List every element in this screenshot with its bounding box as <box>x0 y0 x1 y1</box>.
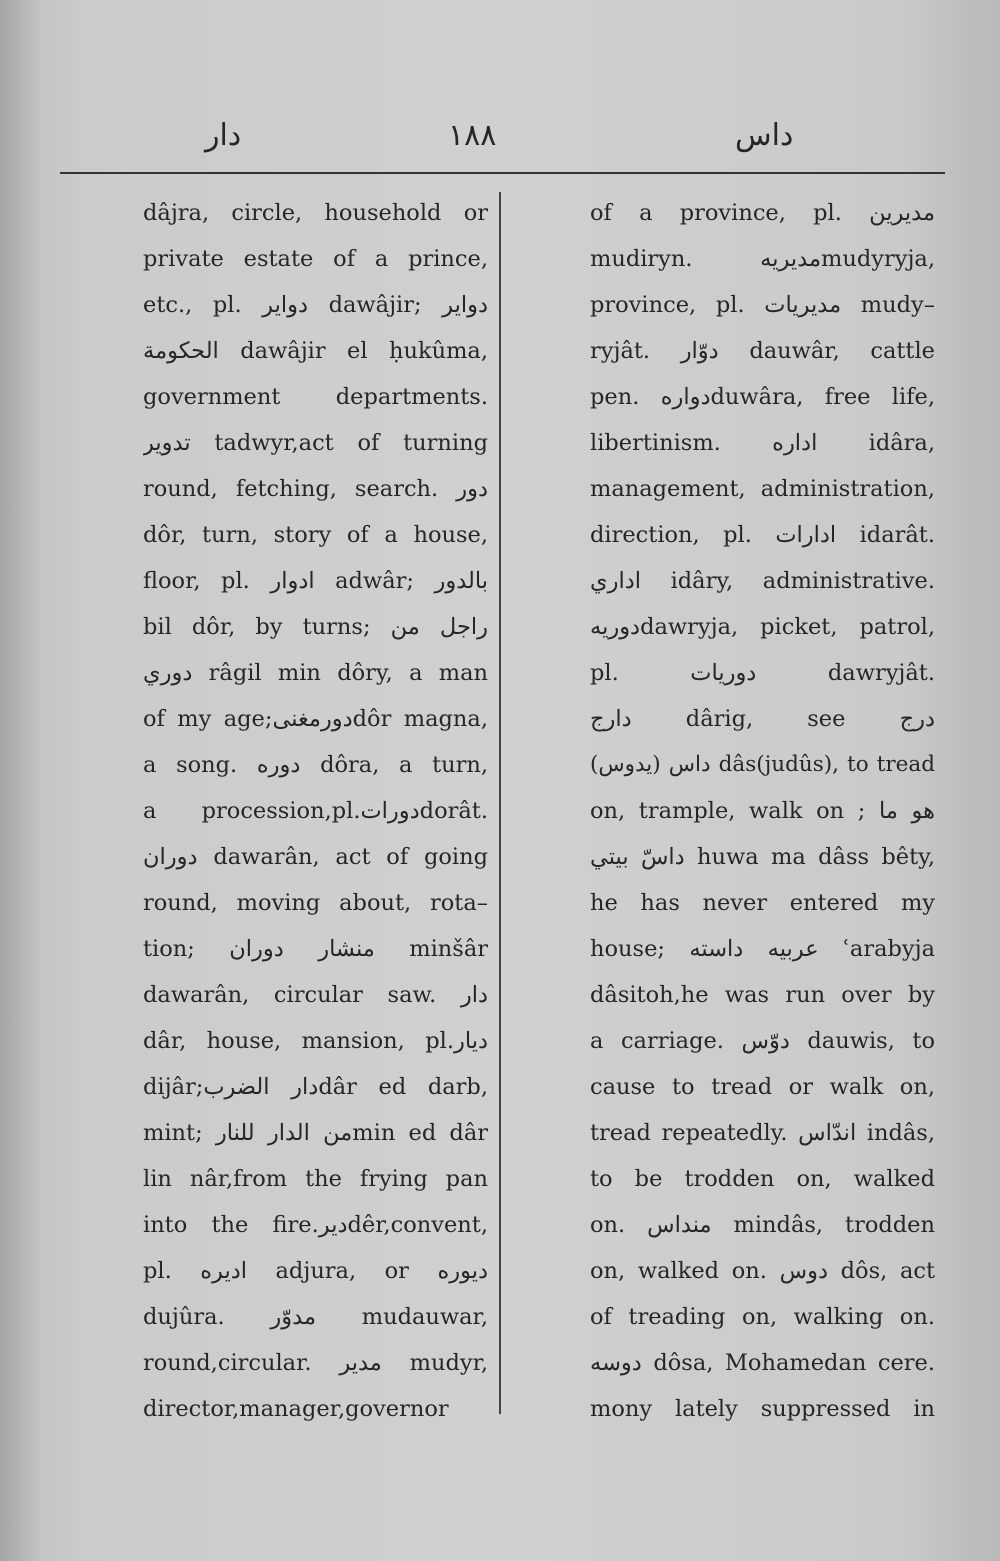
entry-line: into the fire.ديرdêr,convent, <box>143 1212 488 1238</box>
entry-line: to be trodden on, walked <box>590 1166 935 1192</box>
entry-line: mint; من الدار للنارmin ed dâr <box>143 1120 488 1146</box>
page-number: ١٨٨ <box>448 118 497 153</box>
entry-line: a procession,pl.دوراتdorât. <box>143 798 488 824</box>
entry-line: libertinism. اداره idâra, <box>590 430 935 456</box>
right-column <box>590 190 935 1432</box>
entry-line: pl. دوريات dawryjât. <box>590 660 935 686</box>
entry-line: ryjât. دوّار dauwâr, cattle <box>590 338 935 364</box>
entry-line: دوريهdawryja, picket, patrol, <box>590 614 935 640</box>
page-header <box>0 118 1000 158</box>
entry-line: of my age;دورمغنىdôr magna, <box>143 706 488 732</box>
entry-line: bil dôr, by turns; راجل من <box>143 614 488 640</box>
header-rule <box>60 172 945 174</box>
entry-line: house; عربيه داسته ʿarabyja <box>590 936 935 962</box>
entry-line: lin nâr,from the frying pan <box>143 1166 488 1192</box>
entry-line: on, trample, walk on ; هو ما <box>590 798 935 824</box>
entry-line: cause to tread or walk on, <box>590 1074 935 1100</box>
entry-line: دوران dawarân, act of going <box>143 844 488 870</box>
entry-line: government departments. <box>143 384 488 410</box>
entry-line: private estate of a prince, <box>143 246 488 272</box>
column-divider <box>499 192 501 1414</box>
entry-line: floor, pl. ادوار adwâr; بالدور <box>143 568 488 594</box>
entry-line: round, moving about, rota– <box>143 890 488 916</box>
entry-line: tread repeatedly. اندّاس indâs, <box>590 1120 935 1146</box>
entry-line: dâr, house, mansion, pl.ديار <box>143 1028 488 1054</box>
entry-line: pen. دوارهduwâra, free life, <box>590 384 935 410</box>
entry-line: a song. دوره dôra, a turn, <box>143 752 488 778</box>
entry-line: director,manager,governor <box>143 1396 449 1422</box>
entry-line: dâsitoh,he was run over by <box>590 982 935 1008</box>
entry-line: mudiryn. مديريهmudyryja, <box>590 246 935 272</box>
entry-line: دارج dârig, see درج <box>590 706 935 732</box>
entry-line: mony lately suppressed in <box>590 1396 935 1422</box>
entry-line: داس (يدوس) dâs(judûs), to tread <box>590 752 935 777</box>
entry-line: of treading on, walking on. <box>590 1304 935 1330</box>
entry-line: dôr, turn, story of a house, <box>143 522 488 548</box>
entry-line: of a province, pl. مديرين <box>590 200 935 226</box>
entry-line: round,circular. مدير mudyr, <box>143 1350 488 1376</box>
entry-line: دوري râgil min dôry, a man <box>143 660 488 686</box>
entry-line: pl. اديره adjura, or ديوره <box>143 1258 488 1284</box>
page-gutter-shadow <box>0 0 40 1561</box>
entry-line: tion; منشار دوران minšâr <box>143 936 488 962</box>
entry-line: dijâr;دار الضربdâr ed darb, <box>143 1074 488 1100</box>
entry-line: etc., pl. دواير dawâjir; دواير <box>143 292 488 318</box>
entry-line: dawarân, circular saw. دار <box>143 982 488 1008</box>
left-column <box>143 190 488 1432</box>
entry-line: on. منداس mindâs, trodden <box>590 1212 935 1238</box>
entry-line: dujûra. مدوّر mudauwar, <box>143 1304 488 1330</box>
entry-line: dâjra, circle, household or <box>143 200 488 226</box>
entry-line: round, fetching, search. دور <box>143 476 488 502</box>
entry-line: on, walked on. دوس dôs, act <box>590 1258 935 1284</box>
entry-line: الحكومة dawâjir el ḥukûma, <box>143 338 488 364</box>
entry-line: province, pl. مديريات mudy– <box>590 292 935 318</box>
entry-line: a carriage. دوّس dauwis, to <box>590 1028 935 1054</box>
entry-line: management, administration, <box>590 476 935 502</box>
header-left-word: دار <box>205 118 242 153</box>
entry-line: direction, pl. ادارات idarât. <box>590 522 935 548</box>
entry-line: تدوير tadwyr,act of turning <box>143 430 488 456</box>
entry-line: he has never entered my <box>590 890 935 916</box>
header-right-word: داس <box>735 118 794 153</box>
entry-line: اداري idâry, administrative. <box>590 568 935 594</box>
entry-line: دوسه dôsa, Mohamedan cere. <box>590 1350 935 1376</box>
entry-line: داسّ بيتي huwa ma dâss bêty, <box>590 844 935 870</box>
